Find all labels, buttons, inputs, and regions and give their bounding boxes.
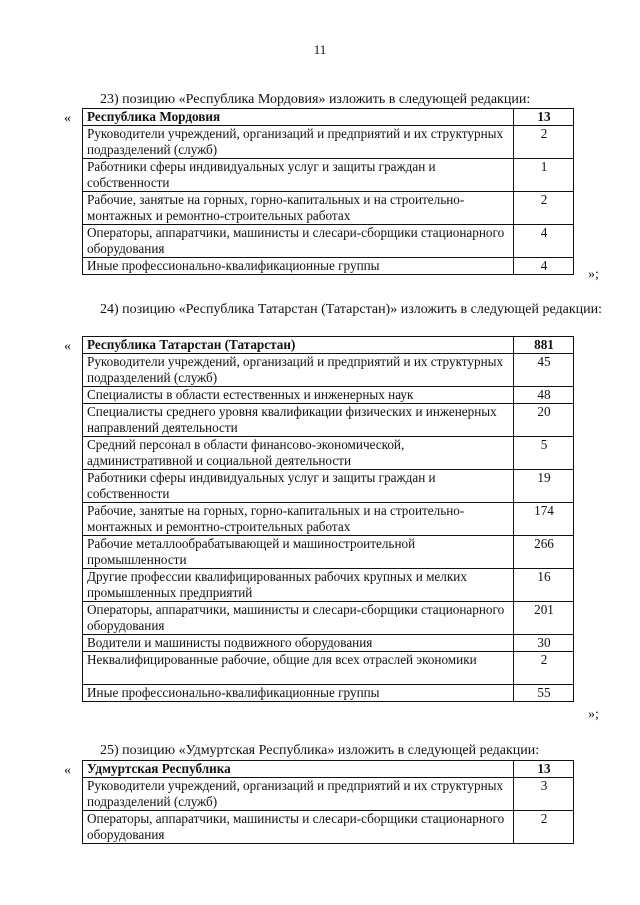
group-name: Иные профессионально-квалификационные группы <box>83 685 514 702</box>
group-value: 55 <box>514 685 574 702</box>
table-row <box>83 192 574 225</box>
group-value: 45 <box>514 354 574 387</box>
section-24-open-quote: « <box>64 339 71 354</box>
table-row <box>83 503 574 536</box>
section-23-close-quote: »; <box>588 267 599 282</box>
table-row <box>83 387 574 404</box>
group-name: Работники сферы индивидуальных услуг и защиты граждан и собственности <box>83 159 514 192</box>
group-name: Неквалифицированные рабочие, общие для всех отраслей экономики <box>83 652 514 685</box>
table-row <box>83 470 574 503</box>
section-23-open-quote: « <box>64 111 71 126</box>
group-value: 4 <box>514 258 574 275</box>
group-value: 2 <box>514 811 574 844</box>
group-value: 174 <box>514 503 574 536</box>
table-body <box>83 337 574 702</box>
group-value: 48 <box>514 387 574 404</box>
group-value: 16 <box>514 569 574 602</box>
group-name: Операторы, аппаратчики, машинисты и слесари-сборщики стационарного оборудования <box>83 811 514 844</box>
table-row <box>83 404 574 437</box>
table-row <box>83 159 574 192</box>
group-value: 5 <box>514 437 574 470</box>
group-value: 266 <box>514 536 574 569</box>
table-body <box>83 761 574 844</box>
group-name: Руководители учреждений, организаций и предприятий и их структурных подразделений (служб) <box>83 354 514 387</box>
table-row <box>83 225 574 258</box>
table-header-row <box>83 109 574 126</box>
table-row <box>83 778 574 811</box>
group-name: Операторы, аппаратчики, машинисты и слесари-сборщики стационарного оборудования <box>83 602 514 635</box>
table-header-row <box>83 337 574 354</box>
region-name: Республика Мордовия <box>83 109 514 126</box>
table-row <box>83 685 574 702</box>
table-tatarstan <box>82 336 574 702</box>
table-row <box>83 811 574 844</box>
group-name: Руководители учреждений, организаций и предприятий и их структурных подразделений (служб) <box>83 778 514 811</box>
group-value: 19 <box>514 470 574 503</box>
group-value: 3 <box>514 778 574 811</box>
group-name: Иные профессионально-квалификационные группы <box>83 258 514 275</box>
table-header-row <box>83 761 574 778</box>
page-number: 11 <box>313 42 327 57</box>
table-mordovia <box>82 108 574 275</box>
group-value: 2 <box>514 126 574 159</box>
group-name: Другие профессии квалифицированных рабочих крупных и мелких промышленных предприятий <box>83 569 514 602</box>
region-total: 881 <box>514 337 574 354</box>
table-row <box>83 536 574 569</box>
section-23-intro: 23) позицию «Республика Мордовия» изложить в следующей редакции: <box>100 92 531 107</box>
table-row <box>83 602 574 635</box>
group-value: 1 <box>514 159 574 192</box>
region-name: Республика Татарстан (Татарстан) <box>83 337 514 354</box>
table-row <box>83 635 574 652</box>
group-name: Средний персонал в области финансово-экономической, административной и социальной деятельности <box>83 437 514 470</box>
section-24-close-quote: »; <box>588 707 599 722</box>
section-24-intro: 24) позицию «Республика Татарстан (Татарстан)» изложить в следующей редакции: <box>100 302 602 317</box>
group-value: 2 <box>514 192 574 225</box>
table-row <box>83 437 574 470</box>
group-value: 2 <box>514 652 574 685</box>
group-name: Водители и машинисты подвижного оборудования <box>83 635 514 652</box>
table-row <box>83 354 574 387</box>
group-name: Рабочие, занятые на горных, горно-капитальных и на строительно-монтажных и ремонтно-строительных работах <box>83 503 514 536</box>
group-name: Специалисты среднего уровня квалификации физических и инженерных направлений деятельности <box>83 404 514 437</box>
group-value: 4 <box>514 225 574 258</box>
group-name: Руководители учреждений, организаций и предприятий и их структурных подразделений (служб) <box>83 126 514 159</box>
region-name: Удмуртская Республика <box>83 761 514 778</box>
table-row <box>83 126 574 159</box>
group-name: Специалисты в области естественных и инженерных наук <box>83 387 514 404</box>
table-row <box>83 652 574 685</box>
group-name: Работники сферы индивидуальных услуг и защиты граждан и собственности <box>83 470 514 503</box>
group-name: Рабочие, занятые на горных, горно-капитальных и на строительно-монтажных и ремонтно-строительных работах <box>83 192 514 225</box>
group-name: Рабочие металлообрабатывающей и машиностроительной промышленности <box>83 536 514 569</box>
table-row <box>83 569 574 602</box>
group-name: Операторы, аппаратчики, машинисты и слесари-сборщики стационарного оборудования <box>83 225 514 258</box>
table-body <box>83 109 574 275</box>
group-value: 201 <box>514 602 574 635</box>
group-value: 20 <box>514 404 574 437</box>
section-25-open-quote: « <box>64 763 71 778</box>
table-row <box>83 258 574 275</box>
region-total: 13 <box>514 761 574 778</box>
group-value: 30 <box>514 635 574 652</box>
section-25-intro: 25) позицию «Удмуртская Республика» изложить в следующей редакции: <box>100 743 540 758</box>
region-total: 13 <box>514 109 574 126</box>
table-udmurtia <box>82 760 574 844</box>
